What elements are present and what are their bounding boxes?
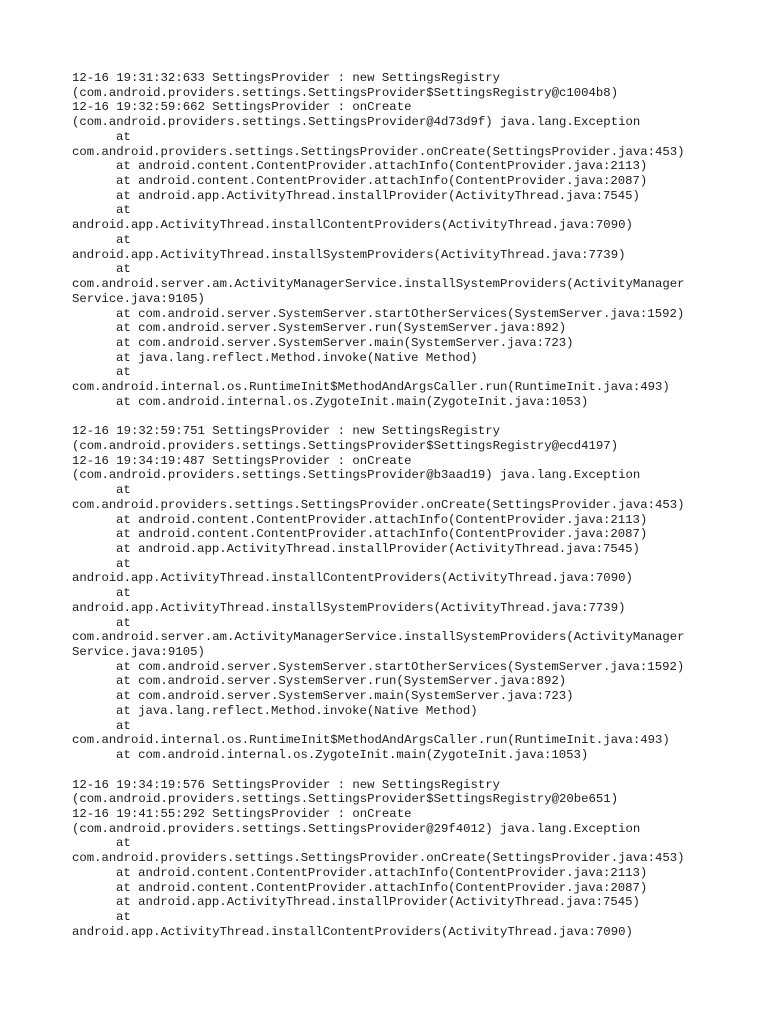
log-line: at java.lang.reflect.Method.invoke(Native Method) xyxy=(116,350,478,365)
log-line: 12-16 19:41:55:292 SettingsProvider : onCreate xyxy=(72,806,412,821)
log-line: at android.content.ContentProvider.attachInfo(ContentProvider.java:2113) xyxy=(116,512,648,527)
log-line: at com.android.internal.os.ZygoteInit.main(ZygoteInit.java:1053) xyxy=(116,748,589,763)
log-line: at com.android.server.SystemServer.run(SystemServer.java:892) xyxy=(116,674,567,689)
log-line: (com.android.providers.settings.SettingsProvider@4d73d9f) java.lang.Exception xyxy=(72,115,641,130)
log-line: com.android.server.am.ActivityManagerService.installSystemProviders(ActivityManager xyxy=(72,277,685,292)
log-line: at xyxy=(116,615,131,630)
log-line: android.app.ActivityThread.installSystemProviders(ActivityThread.java:7739) xyxy=(72,247,626,262)
log-line: com.android.providers.settings.SettingsProvider.onCreate(SettingsProvider.java:453) xyxy=(72,497,685,512)
log-line: Service.java:9105) xyxy=(72,291,205,306)
log-line: at java.lang.reflect.Method.invoke(Native Method) xyxy=(116,703,478,718)
log-line: at android.content.ContentProvider.attachInfo(ContentProvider.java:2087) xyxy=(116,527,648,542)
log-line: at xyxy=(116,556,131,571)
log-line: com.android.server.am.ActivityManagerService.installSystemProviders(ActivityManager xyxy=(72,630,685,645)
log-line: android.app.ActivityThread.installContentProviders(ActivityThread.java:7090) xyxy=(72,218,633,233)
log-line: 12-16 19:34:19:487 SettingsProvider : onCreate xyxy=(72,453,412,468)
log-line: at com.android.server.SystemServer.main(SystemServer.java:723) xyxy=(116,335,574,350)
log-line: at xyxy=(116,365,131,380)
log-line: Service.java:9105) xyxy=(72,645,205,660)
log-line: at com.android.server.SystemServer.run(SystemServer.java:892) xyxy=(116,321,567,336)
log-line: at xyxy=(116,203,131,218)
log-line: at android.app.ActivityThread.installProvider(ActivityThread.java:7545) xyxy=(116,542,640,556)
log-line: (com.android.providers.settings.SettingsProvider$SettingsRegistry@ecd4197) xyxy=(72,438,619,453)
log-line: at android.content.ContentProvider.attachInfo(ContentProvider.java:2087) xyxy=(116,880,648,895)
log-line: (com.android.providers.settings.SettingsProvider$SettingsRegistry@c1004b8) xyxy=(72,85,619,100)
log-line: at android.content.ContentProvider.attachInfo(ContentProvider.java:2113) xyxy=(116,865,648,880)
log-line: (com.android.providers.settings.SettingsProvider@b3aad19) java.lang.Exception xyxy=(72,468,641,483)
log-line: 12-16 19:32:59:751 SettingsProvider : new SettingsRegistry xyxy=(72,424,501,439)
log-line: 12-16 19:31:32:633 SettingsProvider : new SettingsRegistry xyxy=(72,71,501,85)
log-line: at xyxy=(116,718,131,733)
log-text xyxy=(72,71,752,939)
log-line: at android.content.ContentProvider.attachInfo(ContentProvider.java:2113) xyxy=(116,159,648,174)
log-line: com.android.internal.os.RuntimeInit$MethodAndArgsCaller.run(RuntimeInit.java:493) xyxy=(72,380,670,395)
log-line: (com.android.providers.settings.SettingsProvider$SettingsRegistry@20be651) xyxy=(72,792,619,807)
log-line: com.android.providers.settings.SettingsProvider.onCreate(SettingsProvider.java:453) xyxy=(72,144,685,159)
log-line: android.app.ActivityThread.installContentProviders(ActivityThread.java:7090) xyxy=(72,924,633,939)
log-line: at com.android.internal.os.ZygoteInit.main(ZygoteInit.java:1053) xyxy=(116,394,589,409)
log-line: at com.android.server.SystemServer.startOtherServices(SystemServer.java:1592) xyxy=(116,659,685,674)
log-line: 12-16 19:34:19:576 SettingsProvider : new SettingsRegistry xyxy=(72,777,501,792)
log-line: at xyxy=(116,129,131,144)
log-line: at android.app.ActivityThread.installProvider(ActivityThread.java:7545) xyxy=(116,895,640,910)
log-line: at xyxy=(116,836,131,851)
log-line: at xyxy=(116,586,131,601)
blank-line xyxy=(72,410,752,425)
log-line: 12-16 19:32:59:662 SettingsProvider : onCreate xyxy=(72,100,412,115)
log-line: at com.android.server.SystemServer.startOtherServices(SystemServer.java:1592) xyxy=(116,306,685,321)
log-line: android.app.ActivityThread.installContentProviders(ActivityThread.java:7090) xyxy=(72,571,633,586)
log-line: (com.android.providers.settings.SettingsProvider@29f4012) java.lang.Exception xyxy=(72,821,641,836)
log-line: at xyxy=(116,909,131,924)
log-line: at xyxy=(116,483,131,498)
blank-line xyxy=(72,763,752,778)
log-line: at android.app.ActivityThread.installProvider(ActivityThread.java:7545) xyxy=(116,188,640,203)
log-line: android.app.ActivityThread.installSystemProviders(ActivityThread.java:7739) xyxy=(72,600,626,615)
log-line: at com.android.server.SystemServer.main(SystemServer.java:723) xyxy=(116,689,574,704)
log-line: at xyxy=(116,262,131,277)
log-line: com.android.internal.os.RuntimeInit$MethodAndArgsCaller.run(RuntimeInit.java:493) xyxy=(72,733,670,748)
log-line: com.android.providers.settings.SettingsProvider.onCreate(SettingsProvider.java:453) xyxy=(72,851,685,866)
log-line: at xyxy=(116,232,131,247)
log-line: at android.content.ContentProvider.attachInfo(ContentProvider.java:2087) xyxy=(116,174,648,189)
